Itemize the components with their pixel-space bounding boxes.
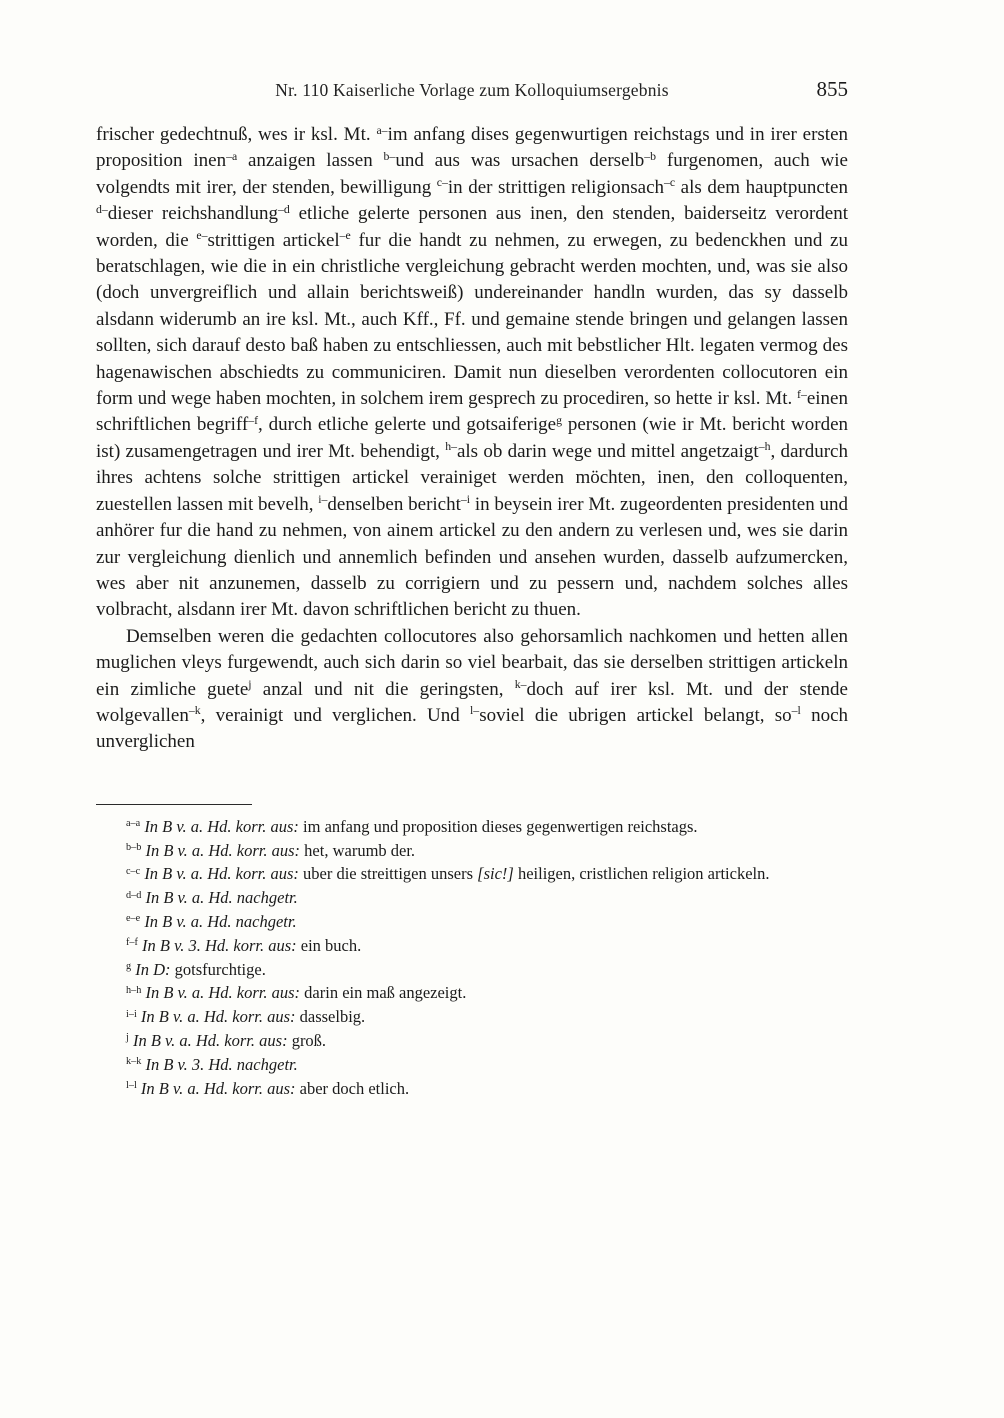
- footnote-label: i–i: [126, 1008, 137, 1020]
- footnote-label: a–a: [126, 818, 141, 830]
- footnote: $^{h-h}$ In B v. a. Hd. korr. aus: darin ein maß angezeigt.: [126, 983, 467, 1003]
- paragraph: Demselben weren die gedachten collocutores also gehorsamlich nachkomen und hetten allen muglichen vleys furgewendt, auch sich darin so viel bearbait, das sie derselben strittigen artickeln ein zimliche guete$^j$ anzal und nit die geringsten, $^{k-}$doch auf irer ksl. Mt. und der stende wolgevallen$^{-k}$, verainigt und verglichen. Und $^{l-}$soviel die ubrigen artickel belangt, $so^{-l}$ noch unverglichen: [96, 625, 849, 753]
- text-block: [96, 77, 849, 1100]
- footnote: $^{c-c}$ In B v. a. Hd. korr. aus: uber die streittigen unsers [sic!] heiligen, cristlichen religion artickeln.: [126, 864, 770, 884]
- footnote: $^{l-l}$ In B v. a. Hd. korr. aus: aber doch etlich.: [126, 1078, 410, 1098]
- footnote-label: g: [126, 960, 132, 972]
- footnote-label: e–e: [126, 913, 141, 925]
- footnote: $^{b-b}$ In B v. a. Hd. korr. aus: het, warumb der.: [126, 840, 416, 860]
- footnote: $^g$ In D: gotsfurchtige.: [126, 959, 266, 979]
- footnote: $^{f-f}$ In B v. 3. Hd. korr. aus: ein buch.: [126, 935, 362, 955]
- footnote-label: c–c: [126, 865, 141, 877]
- footnote-label: k–k: [126, 1056, 142, 1068]
- footnote-label: l–l: [126, 1079, 137, 1091]
- page-header: [96, 77, 848, 106]
- footnote-label: h–h: [126, 984, 142, 996]
- footnote: $^{d-d}$ In B v. a. Hd. nachgetr.: [126, 888, 298, 908]
- running-head: Nr. 110 Kaiserliche Vorlage zum Kolloquiumsergebnis: [275, 80, 669, 100]
- footnote: $^{a-a}$ In B v. a. Hd. korr. aus: im anfang und proposition dieses gegenwertigen reichstags.: [126, 816, 698, 836]
- footnote-label: j: [126, 1032, 129, 1044]
- footnotes: [96, 815, 848, 1101]
- footnote: $^j$ In B v. a. Hd. korr. aus: groß.: [126, 1030, 327, 1050]
- paragraph: frischer gedechtnuß, wes ir ksl. Mt. $^{a-}$im anfang dises gegenwurtigen reichstags und in irer ersten proposition inen$^{-a}$ anzaigen lassen $^{b-}$und aus was ursachen derselb$^{-b}$ furgenomen, auch wie volgendts mit irer, der stenden, bewilligung $^{c-}$in der strittigen religionsach$^{-c}$ als dem hauptpuncten $^{d-}$dieser reichshandlung$^{-d}$ etliche gelerte personen aus inen, den stenden, baiderseitz verordent worden, die $^{e-}$strittigen artickel$^{-e}$ fur die handt zu nehmen, zu erwegen, zu bedenckhen und zu beratschlagen, wie die in ein christliche vergleichung gebracht werden mochten, und, was sie also (doch unvergreiflich und allain berichtsweiß) undereinander handln wurden, das sy dasselb alsdann widerumb an ire ksl. Mt., auch Kff., Ff. und gemaine stende bringen und gelangen lassen sollten, sich darauf desto baß haben zu entschliessen, auch mit bebstlicher Hlt. legaten vermog des hagenawischen abschiedts zu communiciren. Damit nun dieselben verordenten collocutoren ein form und wege haben mochten, in solchem irem gesprech zu procediren, so hette ir ksl. Mt. $^{f-}$einen schriftlichen begriff$^{-f}$, durch etliche gelerte und gotsaiferige$^g$ personen (wie ir Mt. bericht worden ist) zusamengetragen und irer Mt. behendigt, $^{h-}$als ob darin wege und mittel angetzaigt$^{-h}$, dardurch ihres achtens solche strittigen artickel verainiget werden möchten, inen, den colloquenten, zuestellen lassen mit bevelh, $^{i-}$denselben bericht$^{-i}$ in beysein irer Mt. zugeordenten presidenten und anhörer fur die hand zu nehmen, von ainem artickel zu den andern zu verlesen und, wes sie darin zur vergleichung dienlich und annemlich befinden und ansehen wurden, dasselb aufzumercken, wes aber nit anzunemen, dasselb zu corrigiern und zu pessern und, nachdem solches alles volbracht, alsdann irer Mt. davon schriftlichen bericht zu thuen.: [96, 123, 848, 621]
- footnote-section: [96, 804, 848, 1101]
- footnote-label: f–f: [126, 937, 138, 949]
- footnote: $^{e-e}$ In B v. a. Hd. nachgetr.: [126, 911, 297, 931]
- footnote: $^{k-k}$ In B v. 3. Hd. nachgetr.: [126, 1054, 298, 1074]
- body-text: [96, 122, 848, 756]
- page-number: 855: [816, 77, 848, 101]
- footnote: $^{i-i}$ In B v. a. Hd. korr. aus: dasselbig.: [126, 1007, 366, 1027]
- footnote-label: d–d: [126, 889, 142, 901]
- footnote-label: b–b: [126, 841, 142, 853]
- footnote-rule: [96, 804, 252, 805]
